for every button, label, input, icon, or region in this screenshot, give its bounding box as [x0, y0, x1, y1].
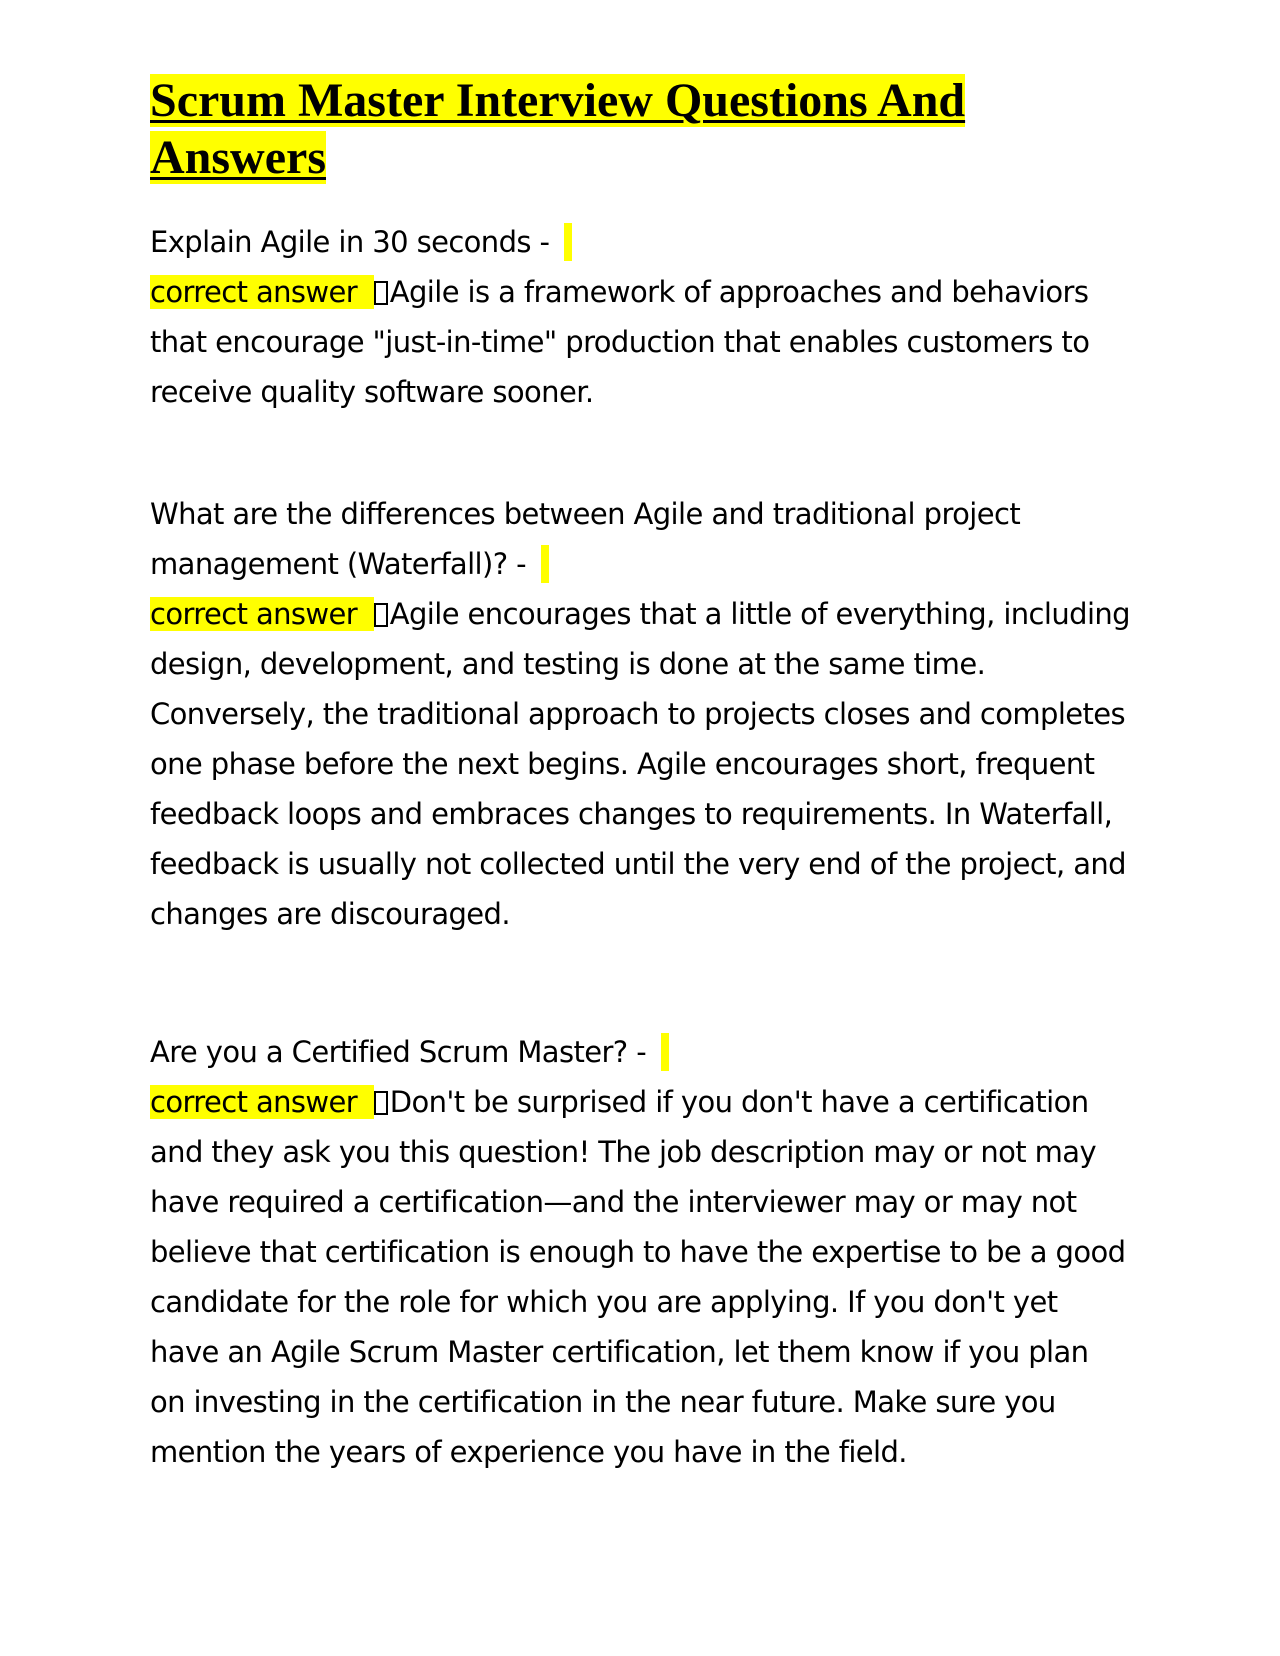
- highlight-marker: [661, 1033, 669, 1071]
- title-line-2: Answers: [150, 131, 326, 184]
- answer-body: Agile encourages that a little of everything, including design, development, and testing is done at the same time. Conversely, the traditional approach to projects closes and completes one phase before the next begins. Agile encourages short, frequent feedback loops and embraces changes to requirements. In Waterfall, feedback is usually not collected until the very end of the project, and changes are discouraged.: [150, 597, 1130, 931]
- qa-item-1: [150, 217, 1130, 417]
- correct-answer-label: correct answer: [150, 275, 374, 309]
- correct-answer-label: correct answer: [150, 597, 374, 631]
- question-label: What are the differences between Agile and traditional project management (Waterfall)? -: [150, 497, 1021, 581]
- document-page: [150, 72, 1130, 1469]
- answer-text: [150, 589, 1130, 939]
- answer-text: [150, 267, 1130, 417]
- qa-item-2: [150, 489, 1130, 939]
- question-text: [150, 217, 1130, 267]
- title-line-1: Scrum Master Interview Questions And: [150, 74, 966, 127]
- answer-body: Agile is a framework of approaches and behaviors that encourage "just-in-time" production that enables customers to receive quality software sooner.: [150, 275, 1090, 409]
- page-title: [150, 72, 1130, 186]
- question-label: Explain Agile in 30 seconds -: [150, 225, 559, 259]
- missing-glyph-box-icon: [374, 281, 388, 305]
- question-text: [150, 489, 1130, 589]
- correct-answer-label: correct answer: [150, 1085, 374, 1119]
- missing-glyph-box-icon: [374, 603, 388, 627]
- question-text: [150, 1027, 1130, 1077]
- highlight-marker: [564, 223, 572, 261]
- question-label: Are you a Certified Scrum Master? -: [150, 1035, 655, 1069]
- missing-glyph-box-icon: [374, 1091, 388, 1115]
- qa-item-3: [150, 1027, 1130, 1477]
- highlight-marker: [541, 545, 549, 583]
- answer-text: [150, 1077, 1130, 1477]
- answer-body: Don't be surprised if you don't have a certification and they ask you this question! The job description may or not may have required a certification—and the interviewer may or may not believe that certification is enough to have the expertise to be a good candidate for the role for which you are applying. If you don't yet have an Agile Scrum Master certification, let them know if you plan on investing in the certification in the near future. Make sure you mention the years of experience you have in the field.: [150, 1085, 1126, 1469]
